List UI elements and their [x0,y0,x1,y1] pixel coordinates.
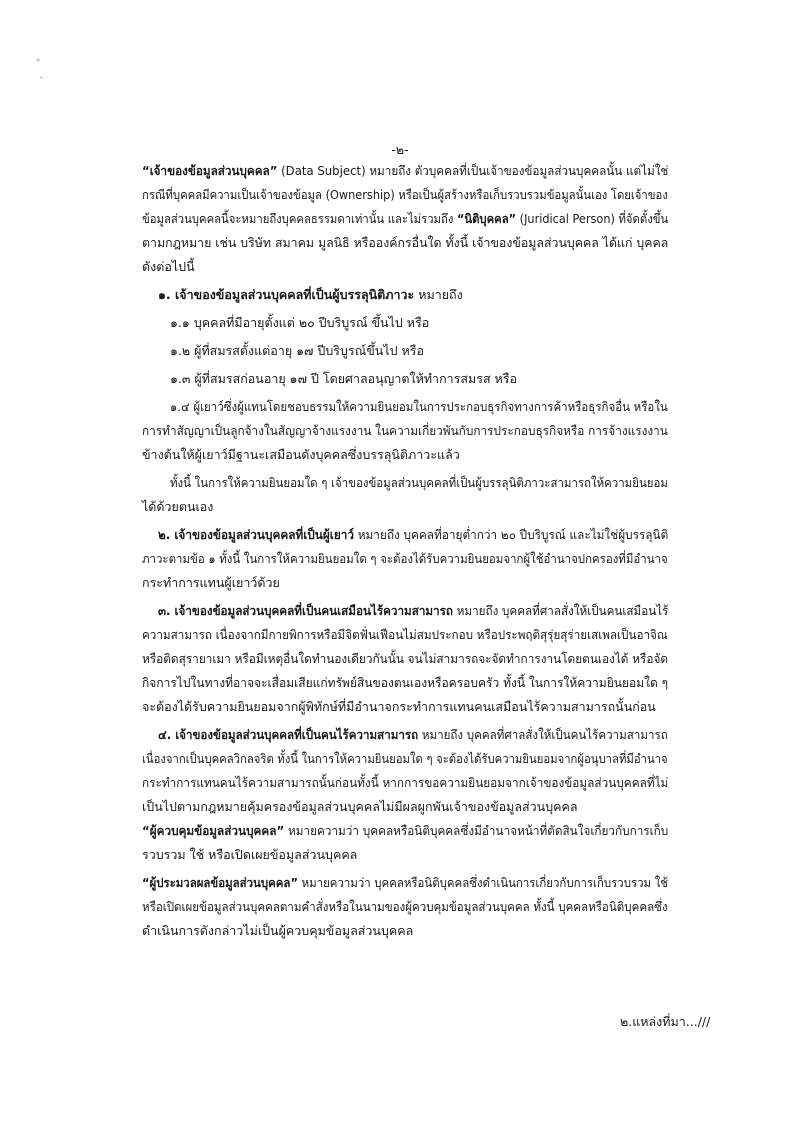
page-number: -๒- [391,142,409,157]
section-2-line-2: ภาวะตามข้อ ๑ ทั้งนี้ ในการให้ความยินยอมใด ๆ จะต้องได้รับความยินยอมจากผู้ใช้อำนาจปกครองที่มีอำนาจ [142,551,668,566]
section-1-item-4-line-3: ข้างต้นให้ผู้เยาว์มีฐานะเสมือนดังบุคคลซึ่งบรรลุนิติภาวะแล้ว [142,447,460,462]
section-2-line-3: กระทำการแทนผู้เยาว์ด้วย [142,575,280,590]
def-processor-line-1: “ผู้ประมวลผลข้อมูลส่วนบุคคล” หมายความว่า บุคคลหรือนิติบุคคลซึ่งดำเนินการเกี่ยวกับการเก็บรวบรวม ใช้ [142,875,669,890]
section-1-item-1: ๑.๑ บุคคลที่มีอายุตั้งแต่ ๒๐ ปีบริบูรณ์ ขึ้นไป หรือ [170,315,430,330]
def-subject-line-5: ดังต่อไปนี้ [142,259,195,274]
def-subject-line-3: ข้อมูลส่วนบุคคลนี้จะหมายถึงบุคคลธรรมดาเท่านั้น และไม่รวมถึง “นิติบุคคล” (Juridical Person) ที่จัดตั้งขึ้น [142,211,669,226]
def-processor-line-2: หรือเปิดเผยข้อมูลส่วนบุคคลตามคำสั่งหรือในนามของผู้ควบคุมข้อมูลส่วนบุคคล ทั้งนี้ บุคคลหรือนิติบุคคลซึ่ง [142,899,668,914]
term-juridical-person: “นิติบุคคล” [456,211,517,226]
footer-continuation: ๒.แหล่งที่มา.../// [620,1014,711,1029]
section-1-item-3: ๑.๓ ผู้ที่สมรสก่อนอายุ ๑๗ ปี โดยศาลอนุญาตให้ทำการสมรส หรือ [170,371,518,386]
def-controller-line-2: รวบรวม ใช้ หรือเปิดเผยข้อมูลส่วนบุคคล [142,847,358,862]
section-3-line-5: จะต้องได้รับความยินยอมจากผู้พิทักษ์ที่มีอำนาจกระทำการแทนคนเสมือนไร้ความสามารถนั้นก่อน [142,699,656,714]
term-data-subject: “เจ้าของข้อมูลส่วนบุคคล” [142,163,278,178]
section-3-line-4: กิจการไปในทางที่อาจจะเสื่อมเสียแก่ทรัพย์สินของตนเองหรือครอบครัว ทั้งนี้ ในการให้ความยินยอมใด ๆ [142,675,669,690]
def-subject-line-1: “เจ้าของข้อมูลส่วนบุคคล” (Data Subject) หมายถึง ตัวบุคคลที่เป็นเจ้าของข้อมูลส่วนบุคคลนั้น แต่ไม่ใช่ [142,163,669,178]
def-controller-line-1: “ผู้ควบคุมข้อมูลส่วนบุคคล” หมายความว่า บุคคลหรือนิติบุคคลซึ่งมีอำนาจหน้าที่ตัดสินใจเกี่ยวกับการเก็บ [142,823,669,838]
section-1-note-line-2: ได้ด้วยตนเอง [142,499,214,514]
section-4-line-3: กระทำการแทนคนไร้ความสามารถนั้นก่อนทั้งนี้ หากการขอความยินยอมจากเจ้าของข้อมูลส่วนบุคคลที่ไม่ [142,775,669,790]
section-2-heading: ๒. เจ้าของข้อมูลส่วนบุคคลที่เป็นผู้เยาว์ หมายถึง บุคคลที่อายุต่ำกว่า ๒๐ ปีบริบูรณ์ และไม่ใช่ผู้บรรลุนิติ [158,527,669,542]
section-4-line-4: เป็นไปตามกฎหมายคุ้มครองข้อมูลส่วนบุคคลไม่มีผลผูกพันเจ้าของข้อมูลส่วนบุคคล [142,799,578,814]
section-3-line-2: ความสามารถ เนื่องจากมีกายพิการหรือมีจิตฟั่นเฟือนไม่สมประกอบ หรือประพฤติสุรุ่ยสุร่ายเสเพลเป็นอาจิณ [142,627,668,642]
section-3-line-3: หรือติดสุรายาเมา หรือมีเหตุอื่นใดทำนองเดียวกันนั้น จนไม่สามารถจะจัดทำการงานโดยตนเองได้ หรือจัด [142,651,669,666]
section-3-heading: ๓. เจ้าของข้อมูลส่วนบุคคลที่เป็นคนเสมือนไร้ความสามารถ หมายถึง บุคคลที่ศาลสั่งให้เป็นคนเสมือนไร้ [158,603,669,618]
term-data-controller: “ผู้ควบคุมข้อมูลส่วนบุคคล” [142,823,285,838]
section-4-line-2: เนื่องจากเป็นบุคคลวิกลจริต ทั้งนี้ ในการให้ความยินยอมใด ๆ จะต้องได้รับความยินยอมจากผู้อนุบาลที่มีอำนาจ [142,751,668,766]
scan-speck [40,76,43,79]
def-processor-line-3: ดำเนินการดังกล่าวไม่เป็นผู้ควบคุมข้อมูลส่วนบุคคล [142,923,414,938]
def-subject-line-4: ตามกฎหมาย เช่น บริษัท สมาคม มูลนิธิ หรือองค์กรอื่นใด ทั้งนี้ เจ้าของข้อมูลส่วนบุคคล ได้แก่ บุคคล [142,235,669,250]
term-data-processor: “ผู้ประมวลผลข้อมูลส่วนบุคคล” [142,875,298,890]
scan-speck [36,58,40,62]
section-1-item-4-line-2: การทำสัญญาเป็นลูกจ้างในสัญญาจ้างแรงงาน ในความเกี่ยวพันกับการประกอบธุรกิจหรือ การจ้างแรงงาน [142,423,668,438]
def-subject-line-2: กรณีที่บุคคลมีความเป็นเจ้าของข้อมูล (Ownership) หรือเป็นผู้สร้างหรือเก็บรวบรวมข้อมูลนั้นเอง โดยเจ้าของ [142,187,668,202]
section-1-note-line-1: ทั้งนี้ ในการให้ความยินยอมใด ๆ เจ้าของข้อมูลส่วนบุคคลที่เป็นผู้บรรลุนิติภาวะสามารถให้ความยินยอม [170,475,668,490]
section-4-heading: ๔. เจ้าของข้อมูลส่วนบุคคลที่เป็นคนไร้ความสามารถ หมายถึง บุคคลที่ศาลสั่งให้เป็นคนไร้ความสามารถ [158,727,668,742]
section-1-heading: ๑. เจ้าของข้อมูลส่วนบุคคลที่เป็นผู้บรรลุนิติภาวะ หมายถึง [158,287,463,302]
section-1-item-4-line-1: ๑.๔ ผู้เยาว์ซึ่งผู้แทนโดยชอบธรรมให้ความยินยอมในการประกอบธุรกิจทางการค้าหรือธุรกิจอื่น หรือใน [170,399,668,414]
section-1-item-2: ๑.๒ ผู้ที่สมรสตั้งแต่อายุ ๑๗ ปีบริบูรณ์ขึ้นไป หรือ [170,343,424,358]
